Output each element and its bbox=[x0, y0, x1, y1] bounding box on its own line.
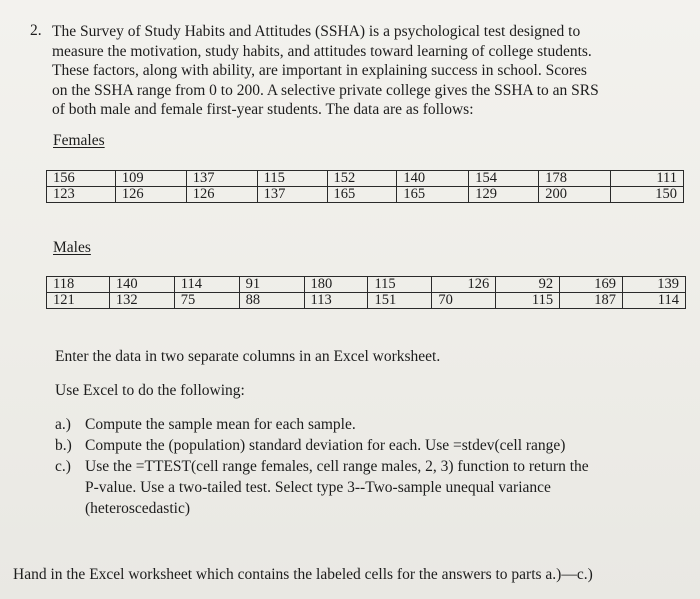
intro-line: These factors, along with ability, are important in explaining success in school. Scores bbox=[52, 62, 587, 80]
table-cell: 114 bbox=[623, 293, 686, 309]
table-cell: 109 bbox=[115, 171, 186, 187]
use-excel-instruction: Use Excel to do the following: bbox=[55, 382, 245, 399]
table-cell: 115 bbox=[368, 277, 432, 293]
task-marker: b.) bbox=[55, 437, 72, 454]
table-cell: 140 bbox=[109, 277, 174, 293]
intro-line: of both male and female first-year students. The data are as follows: bbox=[52, 101, 474, 119]
females-table bbox=[46, 170, 684, 203]
task-text: Use the =TTEST(cell range females, cell range males, 2, 3) function to return the bbox=[85, 458, 589, 475]
table-cell: 126 bbox=[115, 187, 186, 203]
table-cell: 113 bbox=[304, 293, 368, 309]
task-a bbox=[55, 415, 675, 437]
table-cell: 111 bbox=[611, 171, 684, 187]
task-marker: a.) bbox=[55, 416, 71, 433]
task-text: Compute the (population) standard deviation for each. Use =stdev(cell range) bbox=[85, 437, 566, 454]
table-cell: 118 bbox=[47, 277, 110, 293]
task-c bbox=[55, 457, 675, 521]
table-cell: 180 bbox=[304, 277, 368, 293]
table-cell: 126 bbox=[432, 277, 496, 293]
table-cell: 152 bbox=[327, 171, 397, 187]
table-cell: 139 bbox=[623, 277, 686, 293]
table-cell: 129 bbox=[469, 187, 539, 203]
table-cell: 165 bbox=[327, 187, 397, 203]
females-row-2 bbox=[47, 187, 684, 203]
table-cell: 121 bbox=[47, 293, 110, 309]
table-cell: 115 bbox=[496, 293, 560, 309]
males-table bbox=[46, 276, 686, 309]
table-cell: 132 bbox=[109, 293, 174, 309]
table-cell: 88 bbox=[239, 293, 304, 309]
table-cell: 92 bbox=[496, 277, 560, 293]
table-cell: 137 bbox=[257, 187, 327, 203]
task-text: (heteroscedastic) bbox=[85, 500, 190, 517]
table-cell: 140 bbox=[397, 171, 469, 187]
task-marker: c.) bbox=[55, 458, 71, 475]
table-cell: 91 bbox=[239, 277, 304, 293]
task-text: P-value. Use a two-tailed test. Select type 3--Two-sample unequal variance bbox=[85, 479, 551, 496]
enter-data-instruction: Enter the data in two separate columns in an Excel worksheet. bbox=[55, 348, 441, 365]
males-row-2 bbox=[47, 293, 686, 309]
males-label: Males bbox=[53, 239, 91, 256]
table-cell: 115 bbox=[257, 171, 327, 187]
intro-line: measure the motivation, study habits, and attitudes toward learning of college students. bbox=[52, 42, 592, 60]
females-row-1 bbox=[47, 171, 684, 187]
table-cell: 150 bbox=[611, 187, 684, 203]
table-cell: 200 bbox=[539, 187, 611, 203]
males-row-1 bbox=[47, 277, 686, 293]
table-cell: 123 bbox=[47, 187, 116, 203]
table-cell: 156 bbox=[47, 171, 116, 187]
table-cell: 154 bbox=[469, 171, 539, 187]
intro-paragraph bbox=[52, 22, 677, 120]
task-b bbox=[55, 436, 675, 458]
table-cell: 178 bbox=[539, 171, 611, 187]
table-cell: 169 bbox=[560, 277, 623, 293]
table-cell: 165 bbox=[397, 187, 469, 203]
footer-instruction: Hand in the Excel worksheet which contains the labeled cells for the answers to parts a.)—c.) bbox=[13, 566, 593, 583]
table-cell: 75 bbox=[174, 293, 239, 309]
table-cell: 126 bbox=[186, 187, 257, 203]
table-cell: 70 bbox=[432, 293, 496, 309]
intro-line: The Survey of Study Habits and Attitudes (SSHA) is a psychological test designed to bbox=[52, 23, 581, 40]
task-text: Compute the sample mean for each sample. bbox=[85, 416, 356, 433]
females-label: Females bbox=[53, 132, 105, 149]
table-cell: 187 bbox=[560, 293, 623, 309]
intro-line: on the SSHA range from 0 to 200. A selective private college gives the SSHA to an SRS bbox=[52, 81, 599, 99]
table-cell: 137 bbox=[186, 171, 257, 187]
table-cell: 114 bbox=[174, 277, 239, 293]
table-cell: 151 bbox=[368, 293, 432, 309]
question-number: 2. bbox=[30, 22, 42, 39]
